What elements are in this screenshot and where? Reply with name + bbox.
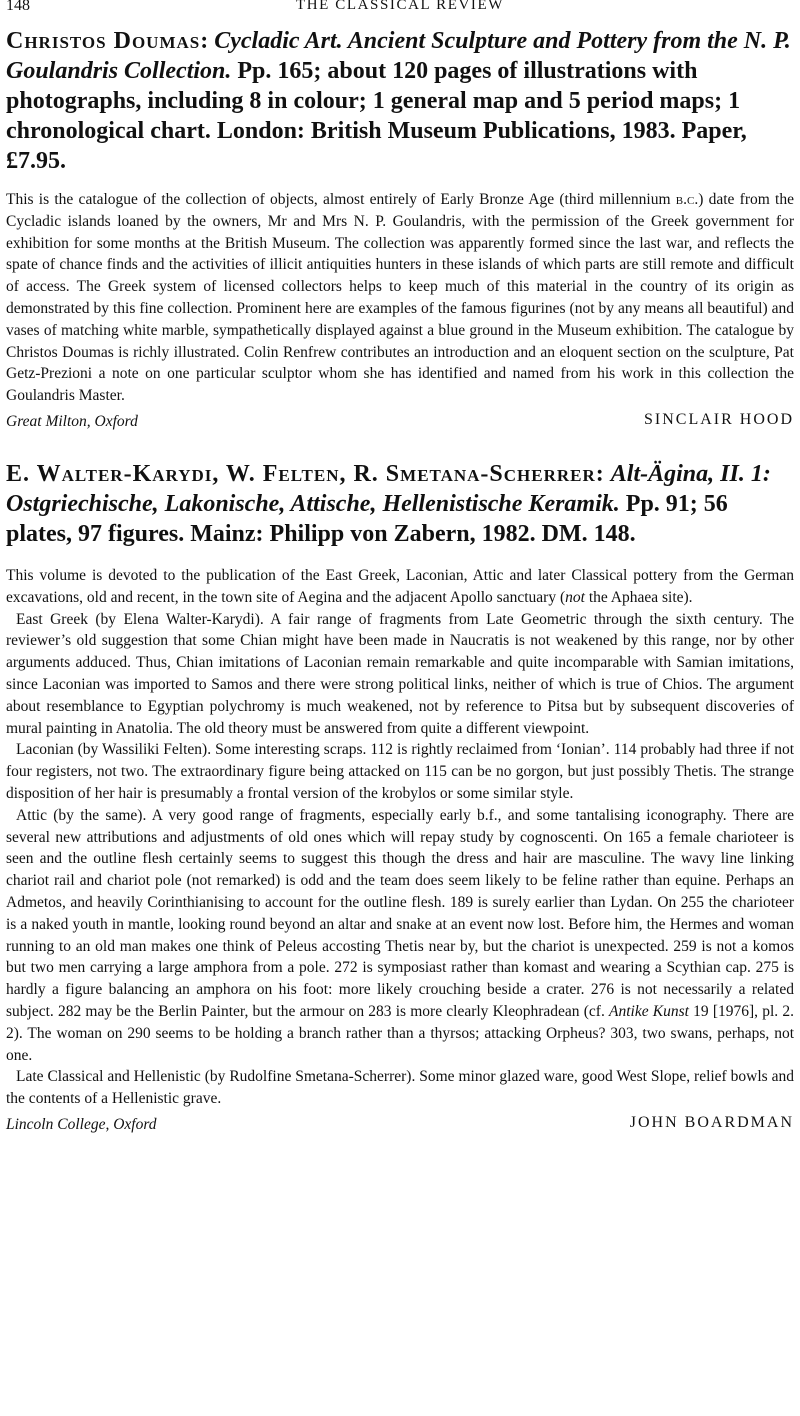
book-title: Cycladic Art. Ancient Sculpture and Pottery from the N. P. Goulandris Collection. (6, 28, 791, 84)
journal-title: THE CLASSICAL REVIEW (295, 0, 505, 13)
review-paragraph: Attic (by the same). A very good range of fragments, especially early b.f., and some tantalising iconography. There are several new attributions and adjustments of old ones which will repay study by cognoscenti. On 165 a female charioteer is seen and the outline flesh certainly seems to suggest this though the dress and hair are masculine. The wavy line linking chariot rail and chariot pole (not remarked) is odd and the team does seem likely to be feline rather than equine. Perhaps an Admetos, and heavily Corinthianising to account for the outline flesh. 189 is surely earlier than Lydan. On 255 the charioteer is a naked youth in mantle, looking round beyond an altar and snake at an event now lost. Before him, the Hermes and woman running to an old man makes one think of Peleus accosting Thetis near by, but the chariot is unexpected. 259 is not a komos but two men carrying a large amphora from a pole. 272 is symposiast rather than komast and wearing a Scythian cap. 275 is hardly a figure balancing an amphora on his foot: more likely crouching beside a crater. 276 is not necessarily a related subject. 282 may be the Berlin Painter, but the armour on 283 is more clearly Kleophradean (cf. Antike Kunst 19 [1976], pl. 2. 2). The woman on 290 seems to be holding a branch rather than a thyrsos; attacking Orpheus? 303, two swans, perhaps, not one. (6, 806, 794, 1064)
book-details: Pp. 165; about 120 pages of illustrations with photographs, including 8 in colour; 1 general map and 5 period maps; 1 chronological chart. London: British Museum Publications, 1983. Paper, £7.95. (6, 58, 747, 174)
reviewer-name: SINCLAIR HOOD (644, 410, 794, 428)
page (6, 0, 794, 1134)
reviewer-signature (6, 1110, 794, 1134)
review-paragraph: This volume is devoted to the publication of the East Greek, Laconian, Attic and later Classical pottery from the German excavations, old and recent, in the town site of Aegina and the adjacent Apollo sanctuary (not the Aphaea site). (6, 566, 794, 606)
reviewer-place: Great Milton, Oxford (6, 412, 138, 430)
review-alt-agina (6, 459, 794, 1134)
review-doumas (6, 26, 794, 431)
review-heading (6, 459, 794, 549)
running-head (6, 0, 794, 24)
book-title: Alt-Ägina, II. 1: Ostgriechische, Lakonische, Attische, Hellenistische Keramik. (6, 460, 771, 517)
review-paragraph: Laconian (by Wassiliki Felten). Some interesting scraps. 112 is rightly reclaimed from ‘Ionian’. 114 probably had three if not four registers, not two. The extraordinary figure being attacked on 115 can be no gorgon, but just possibly Thetis. The strange disposition of her hair is presumably a frontal version of the krobylos or some similar style. (6, 741, 794, 802)
reviewer-place: Lincoln College, Oxford (6, 1115, 157, 1133)
page-number: 148 (6, 0, 30, 14)
review-body (6, 189, 794, 407)
book-details: Pp. 91; 56 plates, 97 figures. Mainz: Philipp von Zabern, 1982. DM. 148. (6, 490, 728, 547)
review-paragraph: Late Classical and Hellenistic (by Rudolfine Smetana-Scherrer). Some minor glazed ware, good West Slope, relief bowls and the contents of a Hellenistic grave. (6, 1068, 794, 1108)
review-paragraph: This is the catalogue of the collection of objects, almost entirely of Early Bronze Age (third millennium b.c.) date from the Cycladic islands loaned by the owners, Mr and Mrs N. P. Goulandris, with the permission of the Greek government for exhibition for some months at the British Museum. The collection was apparently formed since the last war, and reflects the spate of chance finds and the activities of illicit antiquities hunters in these islands of which parts are still remote and difficult of access. The Greek system of licensed collectors helps to keep much of this material in the country of its origin as demonstrated by this fine collection. Prominent here are examples of the famous figurines (not by any means all beautiful) and vases of matching white marble, sympathetically displayed against a blue ground in the Museum exhibition. The catalogue by Christos Doumas is richly illustrated. Colin Renfrew contributes an introduction and an eloquent section on the sculpture, Pat Getz-Prezioni a note on one particular sculptor whom she has identified and named from his work in this collection the Goulandris Master. (6, 191, 794, 405)
reviewer-name: JOHN BOARDMAN (629, 1113, 794, 1131)
book-author: Christos Doumas (6, 28, 201, 54)
review-paragraph: East Greek (by Elena Walter-Karydi). A fair range of fragments from Late Geometric through the sixth century. The reviewer’s old suggestion that some Chian might have been made in Naucratis is not weakened by this range, nor by other arguments adduced. Thus, Chian imitations of Laconian remain remarkable and quite incomparable with Samian imitations, since Laconian was imported to Samos and there were strong political links, neither of which is true of Chios. The argument about resemblance to Egyptian polychromy is much weakened, not by reference to Pitsa but by subsequent discoveries of mural painting in Anatolia. The old theory must be answered from quite a different viewpoint. (6, 610, 794, 737)
reviewer-signature (6, 407, 794, 431)
review-body (6, 565, 794, 1110)
review-heading: Christos Doumas: Cycladic Art. Ancient Sculpture and Pottery from the N. P. Goulandris Collection. Pp. 165; about 120 pages of illustrations with photographs, including 8 in colour; 1 general map and 5 period maps; 1 chronological chart. London: British Museum Publications, 1983. Paper, £7.95. (6, 28, 791, 174)
book-authors: E. Walter-Karydi, W. Felten, R. Smetana-Scherrer: (6, 460, 605, 487)
